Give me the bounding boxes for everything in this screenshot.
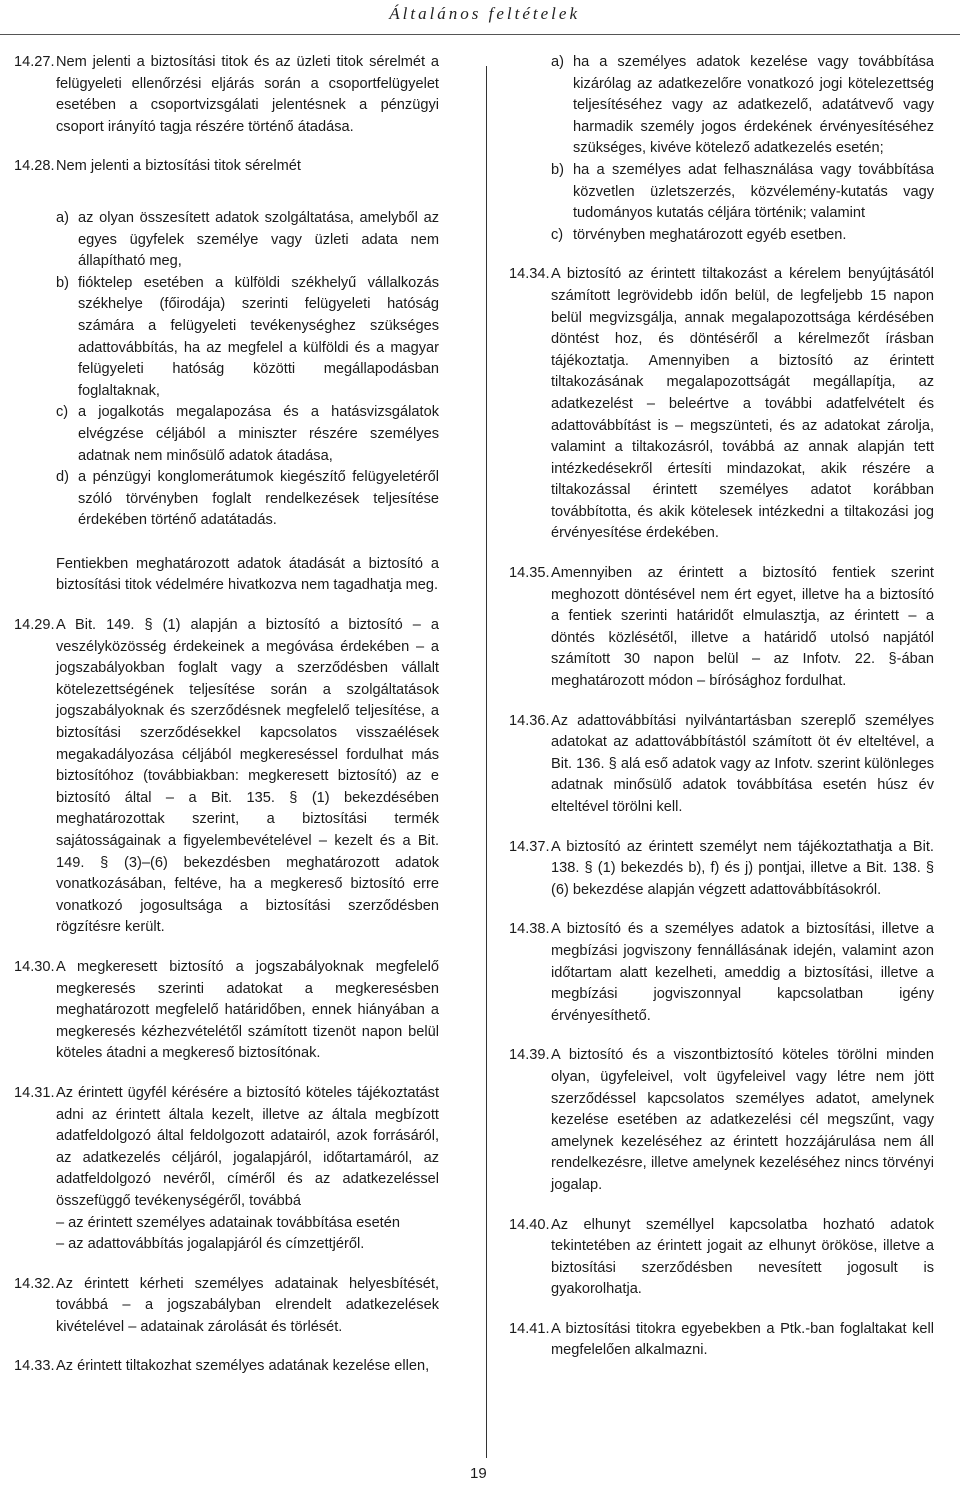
sublist (56, 208, 439, 532)
section-number: 14.40. (509, 1216, 550, 1233)
section-number: 14.35. (509, 565, 550, 582)
section-text: A biztosító és a személyes adatok a biztosítási, illetve a megbízási jogviszony fennállásának idején, valamint azon időtartam alatt kezelheti, ameddig a biztosítási, illetve a megbízási jogviszonnyal kapcsolatban igény érvényesíthető. (551, 921, 934, 1024)
section-text: Az érintett ügyfél kérésére a biztosító köteles tájékoztatást adni az érintett általa kezelt, illetve az általa megbízott adatfeldolgozó által feldolgozott adatairól, azok forrásáról, az adatkezelés céljáról, jogalapjáról, időtartamáról, az adatfeldolgozó nevéről, címéről és az adatkezeléssel összefüggő tevékenységéről, továbbá (56, 1084, 439, 1209)
section-14-29 (14, 615, 439, 939)
section-number: 14.29. (14, 617, 55, 634)
right-column (509, 52, 934, 1380)
section-14-33 (14, 1356, 439, 1378)
section-14-27 (14, 52, 439, 138)
section-number: 14.36. (509, 712, 550, 729)
section-14-38 (509, 919, 934, 1027)
section-closing-text: Fentiekben meghatározott adatok átadását a biztosító a biztosítási titok védelmére hivatkozva nem tagadhatja meg. (56, 555, 439, 594)
section-14-32 (14, 1274, 439, 1339)
section-text: A biztosító az érintett személyt nem tájékoztathatja a Bit. 138. § (1) bekezdés b), f) és j) pontjai, illetve a Bit. 138. § (6) bekezdése alapján végzett adattovábbításokról. (551, 838, 934, 898)
list-item: c) a jogalkotás megalapozása és a hatásvizsgálatok elvégzése céljából a miniszter részére személyes adatnak nem minősülő adatok átadása, (56, 404, 439, 464)
section-14-36 (509, 711, 934, 819)
section-text: A Bit. 149. § (1) alapján a biztosító a biztosító – a veszélyközösség érdekeinek a megóvása érdekében – a jogszabályokban foglalt vagy a szerződésben vállalt kötelezettségének teljesítése során a szolgáltatások jogszabályoknak és szerződésnek megfelelő teljesítése, a biztosítási szerződésekkel kapcsolatos visszaélések megakadályozása céljából megkereséssel fordulhat más biztosítóhoz (továbbiakban: megkeresett biztosító) az e biztosító által – a Bit. 135. § (1) bekezdésében meghatározottak szerint, a biztosítási termék sajátosságainak a figyelembevételével – kezelt és a Bit. 149. § (3)–(6) bekezdésben meghatározott adatok vonatkozásában, feltéve, ha a megkereső biztosító erre vonatkozó jogosultsága a biztosítási szerződésben rögzítésre került. (56, 617, 439, 936)
running-header-title: Általános feltételek (389, 4, 580, 23)
section-14-40 (509, 1215, 934, 1301)
section-text: Nem jelenti a biztosítási titok sérelmét (56, 158, 301, 175)
list-item: a) ha a személyes adatok kezelése vagy továbbítása kizárólag az adatkezelőre vonatkozó jogi kötelezettség teljesítéséhez vagy az adatkezelő, adatátvevő vagy harmadik személy jogos érdekének érvényesítéséhez szükséges, kivéve kötelező adatkezelés esetén; (551, 54, 934, 157)
section-number: 14.27. (14, 54, 55, 70)
section-number: 14.39. (509, 1047, 550, 1064)
dash-item: – az érintett személyes adatainak továbbítása esetén (56, 1214, 400, 1231)
column-divider (486, 66, 487, 1458)
list-item: b) ha a személyes adat felhasználása vagy továbbítása közvetlen üzletszerzés, közvélemény-kutatás vagy tudományos kutatás céljára történik; valamint (551, 161, 934, 222)
left-column (14, 52, 439, 1396)
section-14-30 (14, 957, 439, 1065)
section-14-28 (14, 156, 439, 597)
list-item: c) törvényben meghatározott egyéb esetben. (551, 226, 847, 243)
section-number: 14.34. (509, 266, 550, 283)
section-number: 14.30. (14, 958, 55, 975)
section-number: 14.31. (14, 1084, 55, 1101)
section-14-33-continued (509, 52, 934, 246)
header-rule (0, 34, 960, 35)
section-text: A biztosító az érintett tiltakozást a kérelem benyújtásától számított legrövidebb időn belül, de legfeljebb 15 napon belül megvizsgálja, annak megalapozottsága kérdésében döntést hoz, és döntéséről a kérelmezőt írásban tájékoztatja. Amennyiben a biztosító az érintett tiltakozásának megalapozottságát megállapítja, az adatkezelést – beleértve a további adatfelvételt és adattovábbítást is – megszünteti, és az adatokat zárolja, valamint a tiltakozásról, továbbá az annak alapján tett intézkedésekről értesíti mindazokat, akik részére a tiltakozással érintett személyes adatot korábban továbbította, és akik kötelesek intézkedni a tiltakozási jog érvényesítése érdekében. (551, 266, 934, 542)
list-item: a) az olyan összesített adatok szolgáltatása, amelyből az egyes ügyfelek személye vagy üzleti adata nem állapítható meg, (56, 209, 439, 270)
section-14-39 (509, 1045, 934, 1196)
section-text: Amennyiben az érintett a biztosító fentiek szerint meghozott döntésével nem ért egyet, illetve ha a biztosító a fentiek szerinti határidőt elmulasztja, az érintett – a döntés közlésétől, illetve a határidő utolsó napjától számított 30 napon belül – az Infotv. 22. §-ában meghatározott módon – bírósághoz fordulhat. (551, 565, 934, 690)
section-14-41 (509, 1319, 934, 1362)
section-14-37 (509, 837, 934, 902)
section-number: 14.33. (14, 1358, 55, 1375)
section-14-35 (509, 563, 934, 693)
page-number: 19 (470, 1465, 487, 1482)
list-item: b) fióktelep esetében a külföldi székhelyű vállalkozás székhelye (főirodája) szerinti felügyeleti hatóság számára a felügyeleti tevékenységhez szükséges adattovábbítás, ha az megfelel a külföldi és a magyar felügyeleti hatóság közötti megállapodásban foglaltaknak, (56, 274, 439, 399)
section-number: 14.32. (14, 1275, 55, 1292)
section-text: Az elhunyt személlyel kapcsolatba hozható adatok tekintetében az érintett jogait az elhunyt örököse, illetve a biztosítási szerződésben nevesített jogosult is gyakorolhatja. (551, 1216, 934, 1298)
section-number: 14.41. (509, 1320, 550, 1337)
section-text: A megkeresett biztosító a jogszabályoknak megfelelő megkeresés szerinti adatokat a megkeresésben meghatározott megfelelő határidőben, ennek hiányában a megkeresés kézhezvételétől számított tizenöt napon belül köteles átadni a megkereső biztosítónak. (56, 958, 439, 1062)
section-number: 14.37. (509, 838, 550, 855)
section-14-34 (509, 264, 934, 545)
section-text: Az érintett tiltakozhat személyes adatának kezelése ellen, (56, 1358, 430, 1375)
list-item: d) a pénzügyi konglomerátumok kiegészítő felügyeletéről szóló törvényben foglalt rendelkezések teljesítése érdekében történő adatátadás. (56, 469, 439, 529)
section-number: 14.28. (14, 158, 55, 175)
section-text: Nem jelenti a biztosítási titok és az üzleti titok sérelmét a felügyeleti ellenőrzési eljárás során a csoportfelügyelet esetében a csoportvizsgálati jelentésnek a pénzügyi csoport irányító tagja részére történő átadása. (56, 54, 439, 135)
section-text: A biztosítási titokra egyebekben a Ptk.-ban foglaltakat kell megfelelően alkalmazni. (551, 1320, 934, 1359)
section-number: 14.38. (509, 921, 550, 938)
section-text: Az érintett kérheti személyes adatainak helyesbítését, továbbá – a jogszabályban elrendelt adatkezelések kivételével – adatainak zárolását és törlését. (56, 1275, 439, 1335)
section-text: A biztosító és a viszontbiztosító köteles törölni minden olyan, ügyfeleivel, volt ügyfeleivel vagy létre nem jött szerződéssel kapcsolatos személyes adatot, amelynek kezelése esetében az adatkezelési cél megszűnt, vagy amelynek kezeléséhez az érintett hozzájárulása nem áll rendelkezésre, illetve amelynek kezeléséhez nincs törvényi jogalap. (551, 1047, 934, 1193)
section-14-31 (14, 1083, 439, 1256)
section-text: Az adattovábbítási nyilvántartásban szereplő személyes adatokat az adattovábbítástól számított öt év elteltével, a Bit. 136. § alá eső adatok vagy az Infotv. szerint különleges adatnak minősülő adatok továbbítása esetén húsz év elteltével törölni kell. (551, 712, 934, 815)
dash-item: – az adattovábbítás jogalapjáról és címzettjéről. (56, 1236, 365, 1253)
